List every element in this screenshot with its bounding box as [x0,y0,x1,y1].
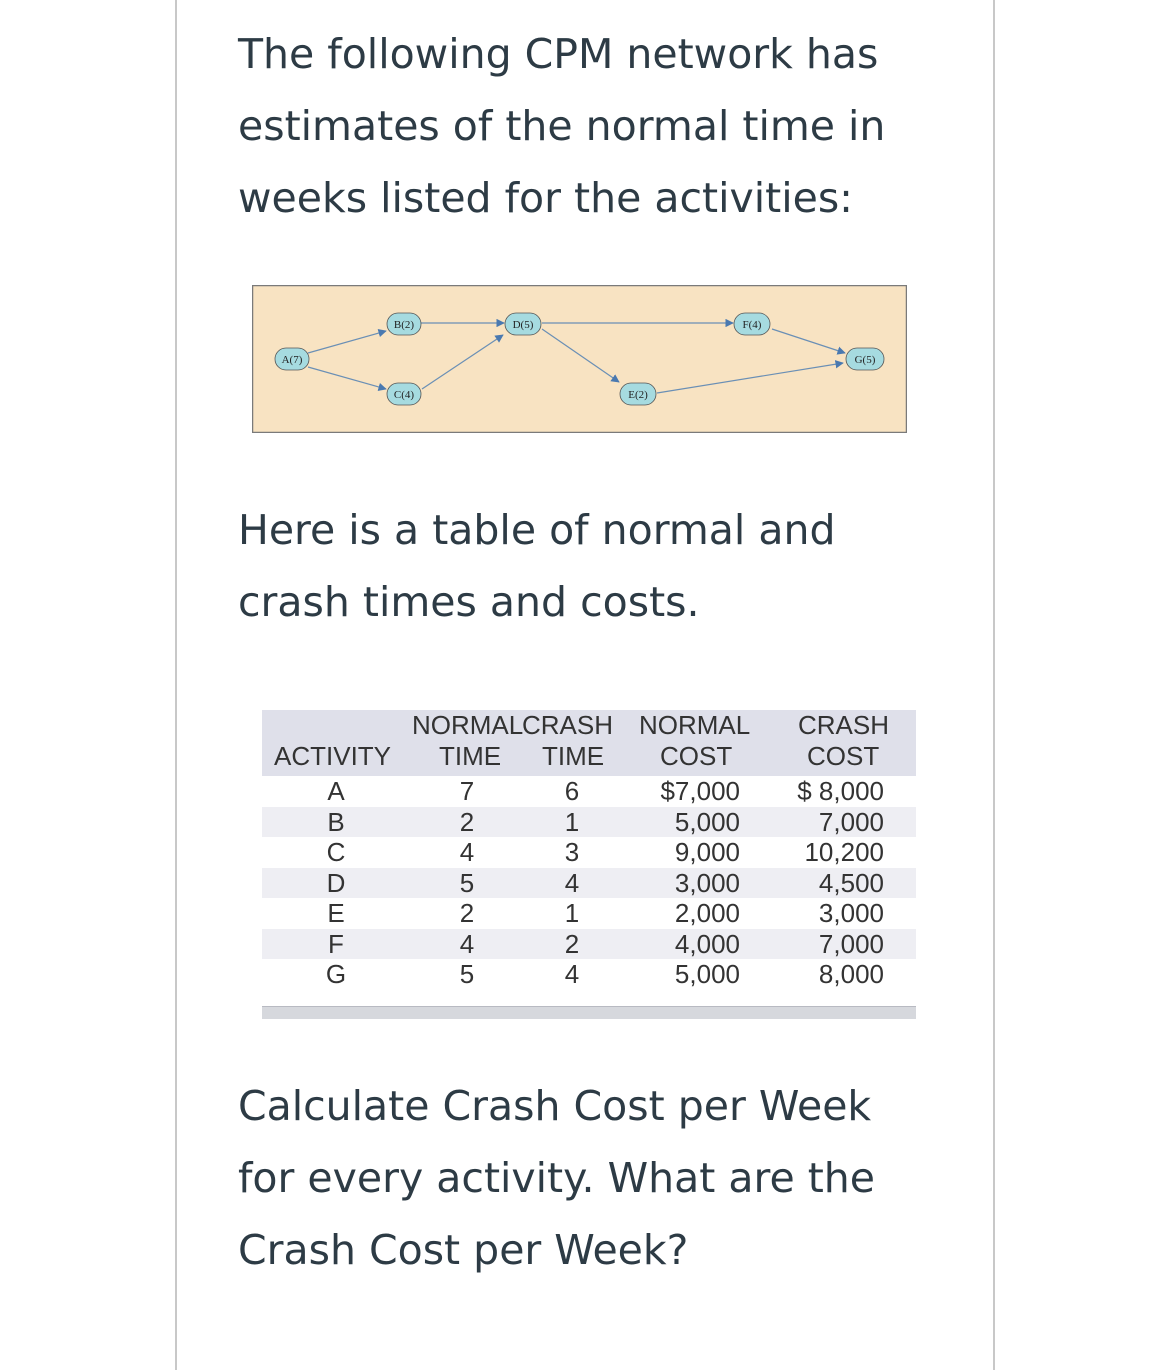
cell-crash-cost: 7,000 [818,806,884,837]
node-label-e: E(2) [628,389,648,401]
cell-normal-time: 2 [459,898,475,928]
content-border-right [993,0,995,1370]
node-label-c: C(4) [393,389,415,401]
node-label-d: D(5) [512,319,534,331]
header-normal-time-line1: NORMAL [412,710,524,740]
cell-activity: C [326,837,346,867]
cell-crash-time: 2 [564,928,580,959]
cell-normal-cost: $7,000 [660,776,740,806]
cell-normal-cost: 4,000 [674,928,740,959]
node-label-g: G(5) [854,354,876,366]
cell-normal-time: 2 [459,806,475,837]
cell-normal-time: 4 [459,928,475,959]
cell-activity: G [325,959,347,989]
cell-activity: E [327,898,345,928]
cell-activity: A [327,776,345,806]
node-label-a: A(7) [281,354,303,366]
node-label-b: B(2) [393,319,415,331]
cell-activity: D [326,867,346,898]
cell-normal-time: 7 [459,776,475,806]
node-b [387,313,421,335]
content-border-left [175,0,177,1370]
cell-crash-cost: $ 8,000 [797,776,884,806]
header-crash-time-line1: CRASH [522,710,614,740]
cell-crash-time: 3 [564,837,580,867]
node-d [505,313,541,335]
node-e [620,383,656,405]
node-label-f: F(4) [742,319,762,331]
cell-crash-time: 4 [564,867,580,898]
header-crash-cost-line1: CRASH [798,710,890,740]
header-normal-cost-line2: COST [660,741,733,771]
cell-normal-cost: 5,000 [674,959,740,989]
cell-crash-cost: 4,500 [818,867,884,898]
cell-normal-cost: 3,000 [674,867,740,898]
node-a [275,348,309,370]
cell-normal-time: 5 [459,959,475,989]
cell-crash-cost: 3,000 [818,898,884,928]
header-crash-time-line2: TIME [542,741,605,771]
node-c [387,383,421,405]
cell-normal-cost: 2,000 [674,898,740,928]
node-f [734,313,770,335]
cell-normal-time: 4 [459,837,475,867]
cell-crash-cost: 7,000 [818,928,884,959]
cell-crash-time: 1 [564,806,580,837]
cell-crash-time: 1 [564,898,580,928]
cell-crash-cost: 8,000 [818,959,884,989]
network-background [253,286,907,433]
cell-crash-time: 6 [564,776,580,806]
table-intro-paragraph: Here is a table of normal and crash times and costs. [238,506,836,626]
cell-normal-cost: 9,000 [674,837,740,867]
cell-activity: F [328,928,344,959]
cell-normal-cost: 5,000 [674,806,740,837]
header-normal-time-line2: TIME [439,741,502,771]
header-crash-cost-line2: COST [807,741,880,771]
intro-paragraph: The following CPM network has estimates of the normal time in weeks listed for the activities: [238,30,886,222]
node-g [846,348,884,370]
cpm-network-diagram [252,285,907,433]
question-paragraph: Calculate Crash Cost per Week for every activity. What are the Crash Cost per Week? [238,1082,876,1274]
header-normal-cost-line1: NORMAL [639,710,751,740]
cell-activity: B [327,806,345,837]
crash-cost-table [262,708,916,1020]
cell-normal-time: 5 [459,867,475,898]
header-activity: ACTIVITY [274,741,392,771]
cell-crash-time: 4 [564,959,580,989]
cell-crash-cost: 10,200 [804,837,884,867]
table-bottom-bar [262,1006,916,1019]
